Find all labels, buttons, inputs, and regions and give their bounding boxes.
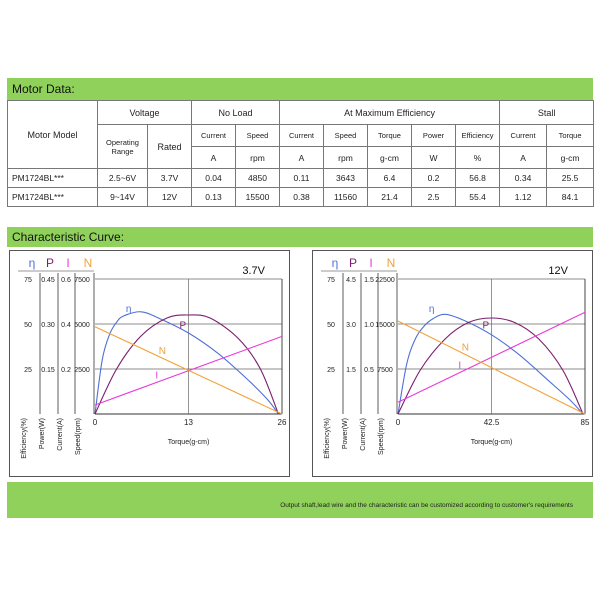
- motor-data-title: Motor Data:: [12, 82, 75, 96]
- unit-me-speed: rpm: [324, 147, 368, 169]
- cell-model: PM1724BL***: [8, 188, 98, 207]
- y-tick-label: 4.5: [346, 277, 356, 284]
- table-row: [8, 169, 594, 188]
- unit-nl-current: A: [192, 147, 236, 169]
- y-tick-label: 0.15: [41, 367, 55, 374]
- series-label-I: I: [155, 370, 159, 382]
- series-label-N: N: [461, 342, 469, 354]
- characteristic-chart-3v7: [10, 251, 289, 476]
- cell-me-power: 0.2: [412, 169, 456, 188]
- header-stall: Stall: [500, 101, 594, 125]
- y-tick-label: 0.6: [61, 277, 71, 284]
- table-row: [8, 188, 594, 207]
- axis-label-0: Efficiency(%): [21, 418, 28, 459]
- header-max-efficiency: At Maximum Efficiency: [280, 101, 500, 125]
- header-operating-range: Operating Range: [98, 125, 148, 169]
- y-tick-label: 3.0: [346, 322, 356, 329]
- cell-model: PM1724BL***: [8, 169, 98, 188]
- header-rated: Rated: [148, 125, 192, 169]
- cell-nl-speed: 4850: [236, 169, 280, 188]
- cell-me-power: 2.5: [412, 188, 456, 207]
- y-tick-label: 7500: [377, 367, 393, 374]
- header-motor-model: Motor Model: [8, 101, 98, 169]
- series-label-I: I: [458, 360, 462, 372]
- axis-label-2: Current(A): [360, 418, 367, 451]
- header-nl-current: Current: [192, 125, 236, 147]
- x-tick-label: 26: [277, 418, 287, 427]
- unit-me-efficiency: %: [456, 147, 500, 169]
- y-tick-label: 1.5: [364, 277, 374, 284]
- y-tick-label: 1.5: [346, 367, 356, 374]
- axis-label-3: Speed(rpm): [378, 418, 385, 455]
- header-me-current: Current: [280, 125, 324, 147]
- series-label-N: N: [158, 346, 166, 358]
- y-tick-label: 0.45: [41, 277, 55, 284]
- series-line-η: [95, 312, 278, 414]
- series-label-P: P: [179, 320, 187, 332]
- axis-symbol-0: η: [28, 256, 36, 270]
- y-tick-label: 25: [327, 367, 335, 374]
- y-tick-label: 0.30: [41, 322, 55, 329]
- axis-label-2: Current(A): [57, 418, 64, 451]
- axis-symbol-1: P: [348, 256, 358, 270]
- x-axis-label: Torque(g-cm): [470, 439, 513, 446]
- cell-me-torque: 6.4: [368, 169, 412, 188]
- cell-st-torque: 84.1: [547, 188, 594, 207]
- x-tick-label: 0: [92, 418, 98, 427]
- y-tick-label: 25: [24, 367, 32, 374]
- axis-label-3: Speed(rpm): [75, 418, 82, 455]
- unit-me-power: W: [412, 147, 456, 169]
- y-tick-label: 5000: [74, 322, 90, 329]
- cell-nl-speed: 15500: [236, 188, 280, 207]
- motor-spec-table: [7, 100, 594, 207]
- y-tick-label: 50: [24, 322, 32, 329]
- y-tick-label: 1.0: [364, 322, 374, 329]
- y-tick-label: 0.5: [364, 367, 374, 374]
- cell-rated: 3.7V: [148, 169, 192, 188]
- cell-me-current: 0.11: [280, 169, 324, 188]
- unit-st-torque: g-cm: [547, 147, 594, 169]
- cell-me-speed: 11560: [324, 188, 368, 207]
- cell-me-efficiency: 55.4: [456, 188, 500, 207]
- axis-symbol-3: N: [83, 256, 93, 270]
- axis-symbol-2: I: [369, 256, 373, 270]
- chart-title: 12V: [548, 265, 568, 277]
- curve-header: [7, 227, 593, 247]
- cell-range: 2.5~6V: [98, 169, 148, 188]
- y-tick-label: 15000: [375, 322, 395, 329]
- cell-nl-current: 0.13: [192, 188, 236, 207]
- unit-me-current: A: [280, 147, 324, 169]
- header-voltage: Voltage: [98, 101, 192, 125]
- header-me-speed: Speed: [324, 125, 368, 147]
- cell-st-current: 0.34: [500, 169, 547, 188]
- cell-range: 9~14V: [98, 188, 148, 207]
- y-tick-label: 75: [24, 277, 32, 284]
- y-tick-label: 50: [327, 322, 335, 329]
- header-st-torque: Torque: [547, 125, 594, 147]
- series-label-η: η: [428, 304, 435, 316]
- cell-st-current: 1.12: [500, 188, 547, 207]
- axis-symbol-0: η: [331, 256, 339, 270]
- axis-symbol-2: I: [66, 256, 70, 270]
- motor-data-header: [7, 78, 593, 100]
- y-tick-label: 0.4: [61, 322, 71, 329]
- y-tick-label: 7500: [74, 277, 90, 284]
- header-me-efficiency: Efficiency: [456, 125, 500, 147]
- cell-rated: 12V: [148, 188, 192, 207]
- x-axis-label: Torque(g-cm): [167, 439, 210, 446]
- chart-panel-3v7: [9, 250, 290, 477]
- header-me-torque: Torque: [368, 125, 412, 147]
- x-tick-label: 85: [580, 418, 590, 427]
- footer-bar: [7, 482, 593, 518]
- axis-label-1: Power(W): [39, 418, 46, 450]
- axis-symbol-3: N: [386, 256, 396, 270]
- x-tick-label: 0: [395, 418, 401, 427]
- x-tick-label: 13: [184, 418, 193, 427]
- cell-me-current: 0.38: [280, 188, 324, 207]
- x-tick-label: 42.5: [483, 418, 500, 427]
- axis-symbol-1: P: [45, 256, 55, 270]
- series-label-P: P: [482, 320, 490, 332]
- cell-me-torque: 21.4: [368, 188, 412, 207]
- header-st-current: Current: [500, 125, 547, 147]
- chart-panel-12v: [312, 250, 593, 477]
- unit-nl-speed: rpm: [236, 147, 280, 169]
- y-tick-label: 2500: [74, 367, 90, 374]
- chart-title: 3.7V: [242, 265, 265, 277]
- cell-me-speed: 3643: [324, 169, 368, 188]
- axis-label-0: Efficiency(%): [324, 418, 331, 459]
- y-tick-label: 75: [327, 277, 335, 284]
- header-me-power: Power: [412, 125, 456, 147]
- cell-me-efficiency: 56.8: [456, 169, 500, 188]
- cell-nl-current: 0.04: [192, 169, 236, 188]
- y-tick-label: 0.2: [61, 367, 71, 374]
- header-nl-speed: Speed: [236, 125, 280, 147]
- characteristic-chart-12v: [313, 251, 592, 476]
- axis-label-1: Power(W): [342, 418, 349, 450]
- customization-note: Output shaft,lead wire and the characteristic can be customized according to customer's requirements: [280, 502, 573, 509]
- cell-st-torque: 25.5: [547, 169, 594, 188]
- header-no-load: No Load: [192, 101, 280, 125]
- unit-me-torque: g-cm: [368, 147, 412, 169]
- unit-st-current: A: [500, 147, 547, 169]
- curve-title: Characteristic Curve:: [12, 230, 125, 244]
- y-tick-label: 22500: [375, 277, 395, 284]
- series-label-η: η: [125, 304, 132, 316]
